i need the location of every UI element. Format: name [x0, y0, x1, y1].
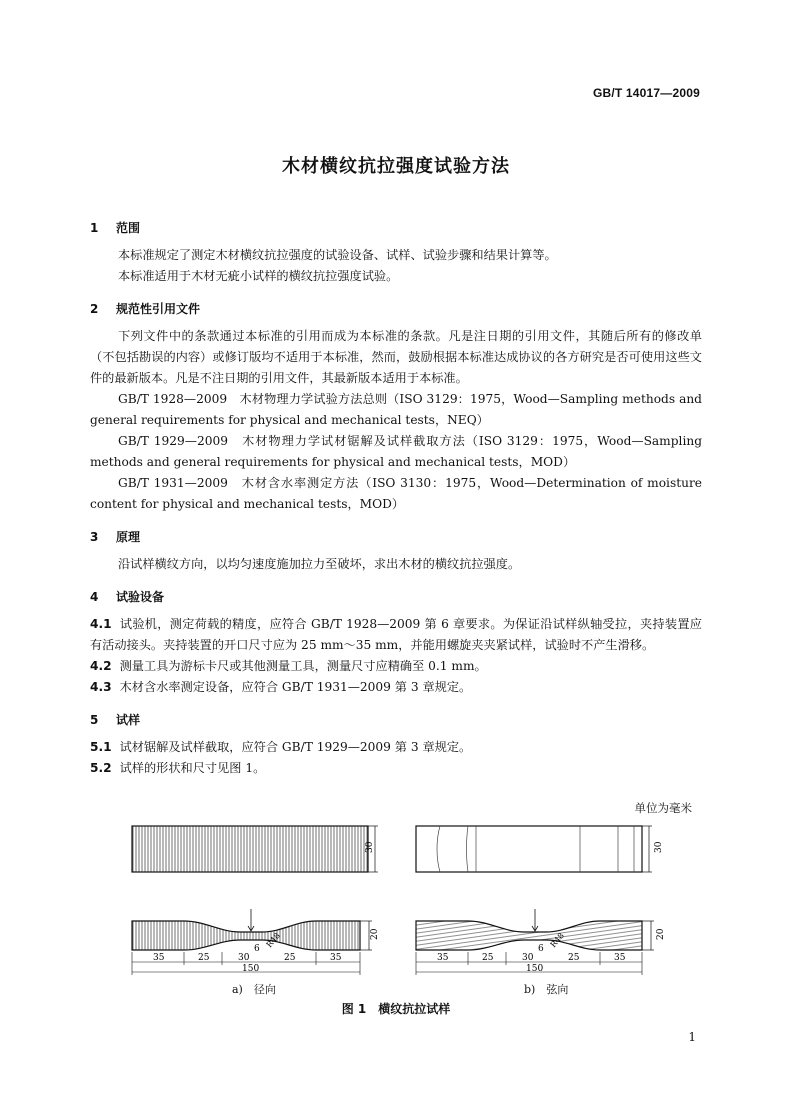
dim-20-b: 20 — [656, 928, 666, 940]
dim-35-b-right: 35 — [614, 953, 626, 963]
radius-a: R48 — [264, 931, 282, 950]
section-1-para-2: 本标准适用于木材无疵小试样的横纹抗拉强度试验。 — [118, 269, 399, 283]
dim-25-a-right: 25 — [284, 953, 296, 963]
dim-30-a: 30 — [365, 841, 375, 853]
tangential-top-view — [416, 826, 664, 872]
reference-gbt1931: GB/T 1931—2009 木材含水率测定方法（ISO 3130：1975，Wood—Determination of moisture content for physical and mechanical tests，MOD） — [90, 476, 702, 511]
document-title: 木材横纹抗拉强度试验方法 — [282, 156, 510, 177]
section-3-heading: 3 原理 — [90, 530, 141, 544]
radial-side-view — [132, 909, 380, 975]
clause-5-1: 5.1 试材锯解及试样截取，应符合 GB/T 1929—2009 第 3 章规定。 — [90, 740, 472, 754]
dim-25-b-right: 25 — [568, 953, 580, 963]
section-1-heading: 1 范围 — [90, 221, 141, 235]
reference-gbt1929: GB/T 1929—2009 木材物理力学试材锯解及试样截取方法（ISO 3129：1975，Wood—Sampling methods and general requirements for physical and mechanical tests，MOD） — [90, 434, 702, 469]
dim-150-b: 150 — [526, 964, 544, 974]
dim-6-a: 6 — [254, 944, 260, 954]
dim-35-a-right: 35 — [330, 953, 342, 963]
unit-note: 单位为毫米 — [634, 801, 692, 815]
clause-4-1: 4.1 试验机，测定荷载的精度，应符合 GB/T 1928—2009 第 6 章要求。为保证沿试样纵轴受拉，夹持装置应有活动接头。夹持装置的开口尺寸应为 25 mm～35 mm，并能用螺旋夹夹紧试样，试验时不产生滑移。 — [90, 617, 702, 652]
standard-code: GB/T 14017—2009 — [592, 86, 700, 100]
section-1-para-1: 本标准规定了测定木材横纹抗拉强度的试验设备、试样、试验步骤和结果计算等。 — [118, 248, 557, 262]
section-3-para-1: 沿试样横纹方向，以均匀速度施加拉力至破坏，求出木材的横纹抗拉强度。 — [118, 557, 521, 571]
page-number: 1 — [688, 1030, 696, 1044]
section-5-heading: 5 试样 — [90, 713, 141, 727]
subfigure-b-label: b) 弦向 — [524, 983, 569, 996]
dim-25-b-left: 25 — [482, 953, 494, 963]
document-body — [90, 212, 702, 779]
specimen-figure — [0, 796, 792, 1026]
clause-4-3: 4.3 木材含水率测定设备，应符合 GB/T 1931—2009 第 3 章规定。 — [90, 680, 472, 694]
reference-gbt1928: GB/T 1928—2009 木材物理力学试验方法总则（ISO 3129：1975，Wood—Sampling methods and general requirements for physical and mechanical tests，NEQ） — [90, 392, 702, 427]
dim-30-a-mid: 30 — [238, 953, 250, 963]
figure-caption: 图 1 横纹抗拉试样 — [341, 1002, 451, 1016]
section-2-para-1: 下列文件中的条款通过本标准的引用而成为本标准的条款。凡是注日期的引用文件，其随后所有的修改单（不包括勘误的内容）或修订版均不适用于本标准，然而，鼓励根据本标准达成协议的各方研究是否可使用这些文件的最新版本。凡是不注日期的引用文件，其最新版本适用于本标准。 — [90, 329, 702, 385]
section-4-heading: 4 试验设备 — [90, 590, 165, 604]
dim-20-a: 20 — [370, 928, 380, 940]
dim-6-b: 6 — [538, 944, 544, 954]
radial-top-view — [132, 826, 378, 872]
dim-35-a-left: 35 — [153, 953, 165, 963]
radius-b: R48 — [548, 931, 566, 950]
dim-35-b-left: 35 — [437, 953, 449, 963]
clause-4-2: 4.2 测量工具为游标卡尺或其他测量工具，测量尺寸应精确至 0.1 mm。 — [90, 659, 487, 673]
dim-30-b-mid: 30 — [522, 953, 534, 963]
section-2-heading: 2 规范性引用文件 — [90, 302, 201, 316]
dim-30-b: 30 — [654, 841, 664, 853]
dim-150-a: 150 — [242, 964, 260, 974]
tangential-side-view — [416, 909, 666, 975]
subfigure-a-label: a) 径向 — [232, 983, 276, 996]
clause-5-2: 5.2 试样的形状和尺寸见图 1。 — [90, 761, 266, 775]
dim-25-a-left: 25 — [198, 953, 210, 963]
